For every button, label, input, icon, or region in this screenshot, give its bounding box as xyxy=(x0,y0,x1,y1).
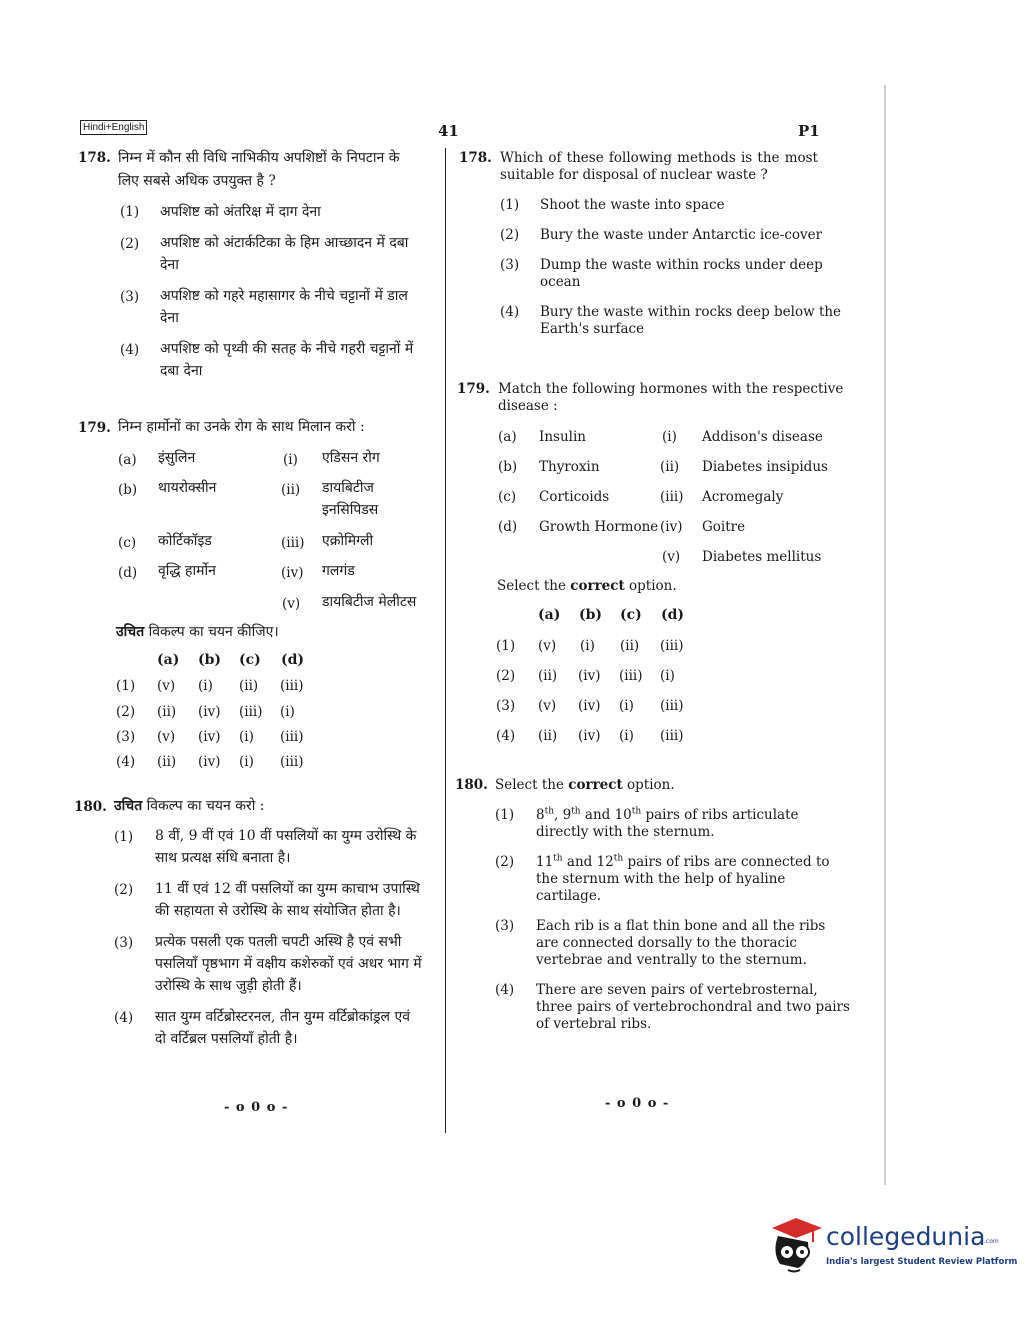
question-text xyxy=(114,795,265,817)
option-text: प्रत्येक पसली एक पतली चपटी अस्थि है एवं सभी xyxy=(155,934,402,950)
select-instruction xyxy=(497,578,677,595)
option-number: (3) xyxy=(495,918,515,934)
logo-tagline: India's largest Student Review Platform xyxy=(826,1257,1018,1267)
option-number: (1) xyxy=(120,204,140,220)
option-text: of vertebral ribs. xyxy=(536,1016,652,1032)
match-label: (i) xyxy=(283,452,298,468)
option-text: दबा देना xyxy=(160,363,203,379)
select-pre: Select the xyxy=(495,777,569,793)
page-edge xyxy=(884,85,886,1185)
option-text: Shoot the waste into space xyxy=(540,197,725,213)
hindi-footer: - o 0 o - xyxy=(224,1100,289,1115)
option-text: साथ प्रत्यक्ष संधि बनाता है। xyxy=(155,850,291,866)
option-text: Bury the waste under Antarctic ice-cover xyxy=(540,227,823,243)
answer-option: (1) xyxy=(116,678,136,694)
answer-option: (4) xyxy=(116,754,136,770)
disease-name: एक्रोमिग्ली xyxy=(322,533,374,549)
answer-cell: (i) xyxy=(198,678,213,694)
match-label: (v) xyxy=(282,596,301,612)
answer-cell: (i) xyxy=(239,754,254,770)
option-text: 11th and 12th pairs of ribs are connected to xyxy=(536,853,830,870)
question-text: Match the following hormones with the respective xyxy=(498,381,844,397)
option-text: are connected dorsally to the thoracic xyxy=(536,935,797,951)
match-label: (ii) xyxy=(660,459,680,475)
select-bold: उचित xyxy=(116,624,145,640)
answer-cell: (iii) xyxy=(239,704,263,720)
option-number: (3) xyxy=(120,289,140,305)
disease-name: Diabetes insipidus xyxy=(702,459,828,475)
table-header: (d) xyxy=(281,652,305,668)
question-number: 180. xyxy=(74,799,107,815)
table-header: (b) xyxy=(198,652,222,668)
match-label: (iii) xyxy=(660,489,684,505)
option-text: देना xyxy=(160,257,179,273)
answer-option: (1) xyxy=(496,638,516,654)
disease-name: Diabetes mellitus xyxy=(702,549,822,565)
disease-name: Addison's disease xyxy=(702,429,823,445)
answer-cell: (iii) xyxy=(280,729,304,745)
option-text: अपशिष्ट को गहरे महासागर के नीचे चट्टानों में डाल xyxy=(160,288,408,304)
question-text: disease : xyxy=(498,398,558,414)
disease-name: Goitre xyxy=(702,519,746,535)
option-text: vertebrae and ventrally to the sternum. xyxy=(536,952,807,968)
answer-cell: (iv) xyxy=(578,698,601,714)
answer-option: (2) xyxy=(116,704,136,720)
select-post: option. xyxy=(624,578,677,594)
match-label: (c) xyxy=(118,535,137,551)
table-header: (c) xyxy=(239,652,261,668)
select-rest: विकल्प का चयन कीजिए। xyxy=(144,624,279,640)
answer-cell: (v) xyxy=(157,678,176,694)
match-label: (a) xyxy=(498,429,517,445)
option-number: (1) xyxy=(114,829,134,845)
answer-cell: (iv) xyxy=(198,729,221,745)
hormone-name: Insulin xyxy=(539,429,586,445)
option-text: अपशिष्ट को अंटार्कटिका के हिम आच्छादन में दबा xyxy=(160,235,409,251)
answer-cell: (i) xyxy=(660,668,675,684)
logo-text: collegedunia xyxy=(826,1222,986,1251)
option-number: (3) xyxy=(114,935,134,951)
option-text: Each rib is a flat thin bone and all the ribs xyxy=(536,918,826,934)
option-number: (3) xyxy=(500,257,520,273)
select-bold: correct xyxy=(568,777,623,793)
table-header: (b) xyxy=(579,607,603,623)
question-text: निम्न हार्मोनों का उनके रोग के साथ मिलान करो : xyxy=(118,419,365,435)
option-text: 11 वीं एवं 12 वीं पसलियों का युग्म काचाभ उपास्थि xyxy=(155,881,420,897)
option-text: देना xyxy=(160,310,179,326)
question-number: 178. xyxy=(459,150,492,166)
table-header: (a) xyxy=(157,652,180,668)
answer-cell: (iii) xyxy=(660,638,684,654)
answer-cell: (ii) xyxy=(538,668,558,684)
option-number: (4) xyxy=(120,342,140,358)
match-label: (d) xyxy=(498,519,518,535)
option-text: पसलियाँ पृष्ठभाग में वक्षीय कशेरुकों एवं अधर भाग में xyxy=(155,956,422,972)
match-label: (ii) xyxy=(281,482,301,498)
disease-name: इनसिपिडस xyxy=(322,502,379,518)
question-number: 180. xyxy=(455,777,488,793)
logo-suffix: .com xyxy=(984,1238,999,1245)
hormone-name: Growth Hormone xyxy=(539,519,659,535)
select-bold: correct xyxy=(570,578,625,594)
hormone-name: Corticoids xyxy=(539,489,610,505)
option-number: (4) xyxy=(495,982,515,998)
option-text: Bury the waste within rocks deep below the xyxy=(540,304,842,320)
table-header: (c) xyxy=(620,607,642,623)
option-number: (2) xyxy=(495,854,515,870)
answer-cell: (iii) xyxy=(280,678,304,694)
disease-name: डायबिटीज xyxy=(322,480,374,496)
select-instruction xyxy=(116,621,279,643)
match-label: (a) xyxy=(118,452,137,468)
question-number: 178. xyxy=(78,150,111,166)
question-text: suitable for disposal of nuclear waste ? xyxy=(500,167,768,183)
paper-code: P1 xyxy=(798,122,820,140)
option-number: (2) xyxy=(120,236,140,252)
answer-cell: (iii) xyxy=(660,698,684,714)
disease-name: डायबिटीज मेलीटस xyxy=(322,594,417,610)
answer-option: (2) xyxy=(496,668,516,684)
match-label: (b) xyxy=(498,459,518,475)
match-label: (i) xyxy=(662,429,677,445)
answer-cell: (iii) xyxy=(280,754,304,770)
answer-cell: (ii) xyxy=(157,704,177,720)
option-text: 8 वीं, 9 वीं एवं 10 वीं पसलियों का युग्म उरोस्थि के xyxy=(155,828,417,844)
disease-name: गलगंड xyxy=(322,563,355,579)
answer-cell: (iii) xyxy=(660,728,684,744)
match-label: (iv) xyxy=(660,519,683,535)
answer-cell: (i) xyxy=(280,704,295,720)
option-number: (2) xyxy=(114,882,134,898)
question-text: लिए सबसे अधिक उपयुक्त है ? xyxy=(118,173,276,189)
answer-cell: (v) xyxy=(538,698,557,714)
option-number: (2) xyxy=(500,227,520,243)
question-number: 179. xyxy=(78,420,111,436)
select-rest: विकल्प का चयन करो : xyxy=(142,798,265,814)
select-pre: Select the xyxy=(497,578,571,594)
answer-option: (3) xyxy=(496,698,516,714)
option-text: There are seven pairs of vertebrosternal, xyxy=(536,982,818,998)
answer-cell: (i) xyxy=(619,698,634,714)
disease-name: एडिसन रोग xyxy=(322,450,380,466)
answer-cell: (ii) xyxy=(157,754,177,770)
answer-cell: (v) xyxy=(538,638,557,654)
answer-cell: (ii) xyxy=(538,728,558,744)
english-footer: - o 0 o - xyxy=(605,1096,670,1111)
answer-cell: (iii) xyxy=(619,668,643,684)
select-post: option. xyxy=(622,777,675,793)
column-divider xyxy=(445,148,446,1133)
answer-cell: (iv) xyxy=(198,704,221,720)
match-label: (iii) xyxy=(281,535,305,551)
match-label: (v) xyxy=(662,549,681,565)
hormone-name: वृद्धि हार्मोन xyxy=(158,563,216,579)
hormone-name: कोर्टिकॉइड xyxy=(158,533,212,549)
answer-cell: (v) xyxy=(157,729,176,745)
question-number: 179. xyxy=(457,381,490,397)
option-number: (4) xyxy=(500,304,520,320)
option-text: अपशिष्ट को अंतरिक्ष में दाग देना xyxy=(160,204,321,220)
option-number: (1) xyxy=(495,807,515,823)
select-bold: उचित xyxy=(114,798,143,814)
option-number: (4) xyxy=(114,1010,134,1026)
answer-cell: (ii) xyxy=(239,678,259,694)
answer-cell: (iv) xyxy=(578,728,601,744)
option-text: 8th, 9th and 10th pairs of ribs articulate xyxy=(536,806,799,823)
option-text: उरोस्थि के साथ जुड़ी होती हैं। xyxy=(155,978,302,994)
question-text: निम्न में कौन सी विधि नाभिकीय अपशिष्टों के निपटान के xyxy=(118,150,400,166)
option-text: the sternum with the help of hyaline xyxy=(536,871,786,887)
table-header: (d) xyxy=(661,607,685,623)
match-label: (c) xyxy=(498,489,517,505)
answer-cell: (i) xyxy=(619,728,634,744)
option-text: अपशिष्ट को पृथ्वी की सतह के नीचे गहरी चट्टानों में xyxy=(160,341,414,357)
match-label: (iv) xyxy=(281,565,304,581)
option-text: दो वर्टिब्रल पसलियाँ होती है। xyxy=(155,1031,298,1047)
option-text: सात युग्म वर्टिब्रोस्टरनल, तीन युग्म वर्टिब्रोकांड्रल एवं xyxy=(155,1009,410,1025)
answer-cell: (iv) xyxy=(578,668,601,684)
option-text: three pairs of vertebrochondral and two pairs xyxy=(536,999,850,1015)
hormone-name: थायरोक्सीन xyxy=(158,480,217,496)
option-text: cartilage. xyxy=(536,888,602,904)
option-text: directly with the sternum. xyxy=(536,824,715,840)
hormone-name: Thyroxin xyxy=(539,459,600,475)
collegedunia-mascot-icon xyxy=(768,1212,824,1274)
question-text xyxy=(495,777,675,794)
answer-cell: (ii) xyxy=(620,638,640,654)
answer-cell: (iv) xyxy=(198,754,221,770)
option-text: Earth's surface xyxy=(540,321,645,337)
match-label: (d) xyxy=(118,565,138,581)
hormone-name: इंसुलिन xyxy=(158,450,196,466)
match-label: (b) xyxy=(118,482,138,498)
language-label: Hindi+English xyxy=(80,120,147,135)
answer-cell: (i) xyxy=(239,729,254,745)
disease-name: Acromegaly xyxy=(702,489,784,505)
option-text: ocean xyxy=(540,274,581,290)
page-number: 41 xyxy=(438,122,459,140)
option-text: Dump the waste within rocks under deep xyxy=(540,257,823,273)
question-text: Which of these following methods is the most xyxy=(500,150,818,166)
answer-option: (3) xyxy=(116,729,136,745)
option-number: (1) xyxy=(500,197,520,213)
option-text: की सहायता से उरोस्थि के साथ संयोजित होता है। xyxy=(155,903,401,919)
answer-option: (4) xyxy=(496,728,516,744)
answer-cell: (i) xyxy=(580,638,595,654)
table-header: (a) xyxy=(538,607,561,623)
